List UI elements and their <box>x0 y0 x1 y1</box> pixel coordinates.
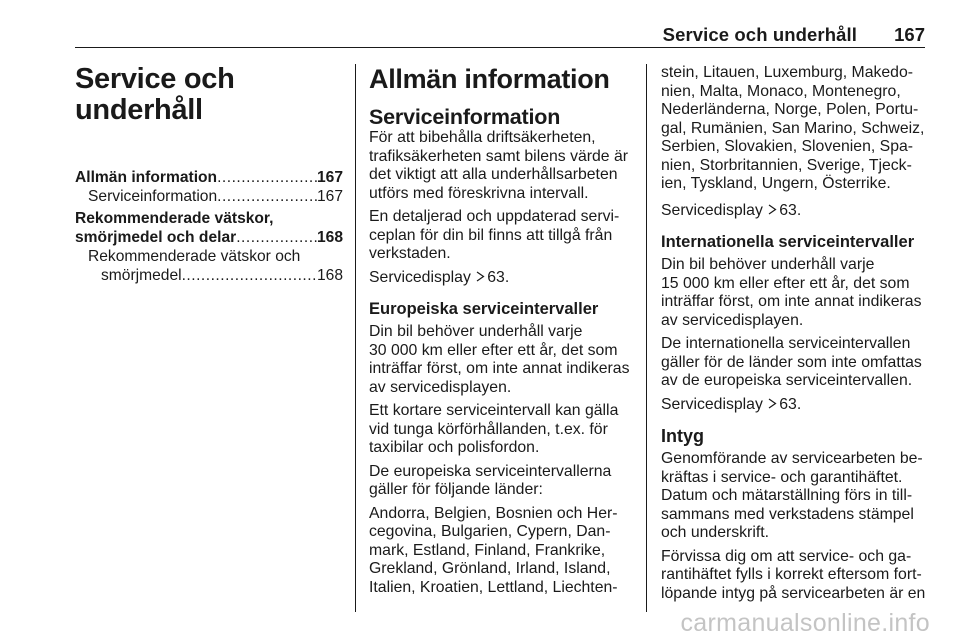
toc-entry-service-information[interactable]: Serviceinformation ..... 167 <box>75 187 343 206</box>
reference-arrow-icon <box>476 269 485 288</box>
section-heading: Allmän information <box>369 64 610 94</box>
table-of-contents <box>75 168 343 285</box>
toc-entry-fluids-lubricants-parts[interactable]: smörjmedel och delar ..... 168 <box>75 228 343 247</box>
paragraph: Genomförande av servicearbeten be- kräftas i service- och garantihäftet. Datum och mätarställning förs in till- sammans med verkstadens stämpel och underskrift. <box>661 450 923 541</box>
page-header <box>75 18 925 48</box>
column-1 <box>75 64 343 285</box>
toc-entry-fluids-label: Rekommenderade vätskor, <box>75 210 274 227</box>
cross-reference[interactable]: Servicedisplay 63. <box>661 395 802 413</box>
paragraph: Ett kortare serviceintervall kan gälla vid tunga körförhållanden, t.ex. för taxibilar och polisfordon. <box>369 402 619 456</box>
toc-entry-general-information[interactable]: Allmän information ..... 167 <box>75 168 343 187</box>
paragraph: För att bibehålla driftsäkerheten, trafiksäkerheten samt bilens värde är det viktigt att alla underhållsarbeten utförs med föreskrivna intervall. <box>369 129 629 202</box>
chapter-title: Service och underhåll <box>75 63 235 126</box>
subheading: Europeiska serviceintervaller <box>369 300 599 318</box>
paragraph-country-list: Andorra, Belgien, Bosnien och Her- cegovina, Bulgarien, Cypern, Dan- mark, Estland, Finland, Frankrike, Grekland, Grönland, Irland, Island, Italien, Kroatien, Lettland, Liechten- <box>369 504 618 596</box>
subsection-heading: Serviceinformation <box>369 105 561 129</box>
column-3 <box>661 64 927 603</box>
paragraph: Din bil behöver underhåll varje 15 000 km eller efter ett år, det som inträffar först, om inte annat indikeras av servicedisplayen. <box>661 256 922 329</box>
reference-arrow-icon <box>768 202 777 221</box>
paragraph: Din bil behöver underhåll varje 30 000 km eller efter ett år, det som inträffar först, om inte annat indikeras av servicedisplayen. <box>369 323 630 396</box>
subheading: Intyg <box>661 426 704 446</box>
toc-entry-recommended-fluids[interactable]: smörjmedel ..... 168 <box>75 266 343 285</box>
reference-arrow-icon <box>768 396 777 415</box>
paragraph: De europeiska serviceintervallerna gäller för följande länder: <box>369 462 612 498</box>
cross-reference[interactable]: Servicedisplay 63. <box>369 268 510 286</box>
paragraph: Förvissa dig om att service- och ga- rantihäftet fylls i korrekt eftersom fort- löpande intyg på servicearbeten är en <box>661 547 926 602</box>
cross-reference[interactable]: Servicedisplay 63. <box>661 201 802 219</box>
subheading: Internationella serviceintervaller <box>661 233 915 251</box>
column-divider <box>355 64 356 612</box>
paragraph: En detaljerad och uppdaterad servi- ceplan för din bil finns att tillgå från verkstaden. <box>369 208 620 262</box>
paragraph: De internationella serviceintervallen gäller för de länder som inte omfattas av de europeiska serviceintervallen. <box>661 335 922 389</box>
watermark: carmanualsonline.info <box>680 609 930 637</box>
toc-entry-fluids-sub-label: Rekommenderade vätskor och <box>88 248 301 265</box>
paragraph-country-list-cont: stein, Litauen, Luxemburg, Makedo- nien, Malta, Monaco, Montenegro, Nederländerna, Norge, Polen, Portu- gal, Rumänien, San Marino, Schweiz, Serbien, Slovakien, Slovenien, Spa- nien, Storbritannien, Sverige, Tjeck- ien, Tyskland, Ungern, Österrike. <box>661 64 925 192</box>
column-divider <box>646 64 647 612</box>
column-2 <box>369 64 633 597</box>
running-title: Service och underhåll <box>662 24 857 45</box>
page-number: 167 <box>894 24 925 45</box>
